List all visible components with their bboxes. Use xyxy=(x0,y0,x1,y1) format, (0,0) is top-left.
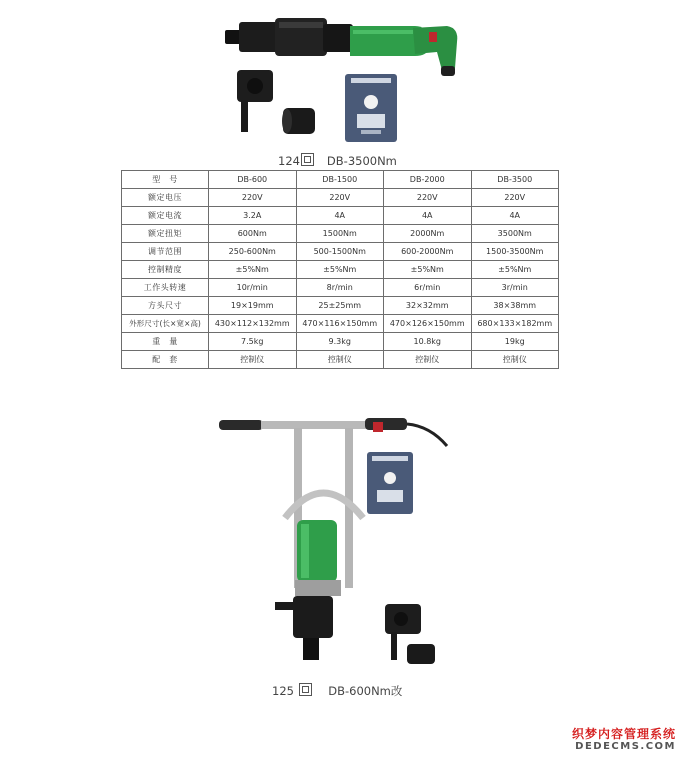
table-cell: 1500Nm xyxy=(296,225,384,243)
handlebar xyxy=(261,421,371,429)
table-cell: 控制仪 xyxy=(384,351,472,369)
table-cell: 3.2A xyxy=(209,207,297,225)
model-caption: DB-600Nm改 xyxy=(328,684,403,698)
switch xyxy=(373,422,383,432)
table-cell: 控制仪 xyxy=(471,351,559,369)
table-cell: 600Nm xyxy=(209,225,297,243)
gearbox xyxy=(293,596,333,638)
dial-knob xyxy=(384,472,396,484)
product-caption-1 xyxy=(278,152,397,168)
table-cell: 38×38mm xyxy=(471,297,559,315)
table-cell: 8r/min xyxy=(296,279,384,297)
figure-number: 125 xyxy=(272,684,294,698)
row-label: 方头尺寸 xyxy=(122,297,209,315)
row-label: 额定电流 xyxy=(122,207,209,225)
model-header: DB-3500 xyxy=(471,171,559,189)
table-cell: 470×126×150mm xyxy=(384,315,472,333)
reaction-ring xyxy=(323,24,353,52)
row-label: 外形尺寸(长×宽×高) xyxy=(122,315,209,333)
table-row xyxy=(122,297,559,315)
table-cell: 4A xyxy=(384,207,472,225)
table-row xyxy=(122,189,559,207)
socket xyxy=(407,644,435,664)
gear-head xyxy=(239,22,279,52)
table-cell: 220V xyxy=(296,189,384,207)
table-row xyxy=(122,315,559,333)
table-row xyxy=(122,333,559,351)
table-cell: 250-600Nm xyxy=(209,243,297,261)
table-cell: 470×116×150mm xyxy=(296,315,384,333)
table-row xyxy=(122,225,559,243)
table-cell: 19×19mm xyxy=(209,297,297,315)
row-label: 调节范围 xyxy=(122,243,209,261)
table-cell: 19kg xyxy=(471,333,559,351)
table-cell: 680×133×182mm xyxy=(471,315,559,333)
table-cell: 4A xyxy=(471,207,559,225)
table-cell: 220V xyxy=(384,189,472,207)
table-cell: 600-2000Nm xyxy=(384,243,472,261)
square-drive xyxy=(303,638,319,660)
power-cable xyxy=(407,424,447,446)
figure-box-icon xyxy=(301,153,314,166)
model-header: DB-1500 xyxy=(296,171,384,189)
product-caption-2 xyxy=(272,682,402,699)
model-caption: DB-3500Nm xyxy=(326,154,397,168)
row-label: 额定扭矩 xyxy=(122,225,209,243)
dial-knob xyxy=(364,95,378,109)
left-grip xyxy=(219,420,263,430)
table-cell: 10.8kg xyxy=(384,333,472,351)
torque-wrench-illustration xyxy=(215,8,465,148)
product-image-db600 xyxy=(215,408,465,683)
table-cell: 3500Nm xyxy=(471,225,559,243)
table-cell: 6r/min xyxy=(384,279,472,297)
model-header: DB-600 xyxy=(209,171,297,189)
table-cell: ±5%Nm xyxy=(296,261,384,279)
table-row xyxy=(122,243,559,261)
table-cell: 430×112×132mm xyxy=(209,315,297,333)
table-cell: 2000Nm xyxy=(384,225,472,243)
spec-table xyxy=(121,170,559,369)
table-cell: ±5%Nm xyxy=(471,261,559,279)
table-cell: 3r/min xyxy=(471,279,559,297)
trigger-switch xyxy=(429,32,437,42)
model-header: DB-2000 xyxy=(384,171,472,189)
watermark-title: 织梦内容管理系统 xyxy=(571,727,676,741)
row-label: 额定电压 xyxy=(122,189,209,207)
table-row xyxy=(122,279,559,297)
table-cell: 控制仪 xyxy=(209,351,297,369)
product-image-db3500 xyxy=(215,8,465,148)
table-row xyxy=(122,207,559,225)
table-cell: 500-1500Nm xyxy=(296,243,384,261)
table-cell: 220V xyxy=(471,189,559,207)
table-cell: 32×32mm xyxy=(384,297,472,315)
table-header-row xyxy=(122,171,559,189)
row-label: 工作头转速 xyxy=(122,279,209,297)
figure-number: 124 xyxy=(278,154,300,168)
table-cell: 10r/min xyxy=(209,279,297,297)
table-cell: 9.3kg xyxy=(296,333,384,351)
watermark-url: DEDECMS.COM xyxy=(575,741,676,752)
table-row xyxy=(122,261,559,279)
table-cell: 220V xyxy=(209,189,297,207)
table-cell: 1500-3500Nm xyxy=(471,243,559,261)
table-cell: 25±25mm xyxy=(296,297,384,315)
right-grip xyxy=(365,418,407,430)
row-label: 控制精度 xyxy=(122,261,209,279)
torque-wrench-frame-illustration xyxy=(215,408,465,683)
header-label: 型 号 xyxy=(122,171,209,189)
table-cell: ±5%Nm xyxy=(209,261,297,279)
figure-box-icon xyxy=(299,683,312,696)
table-cell: 控制仪 xyxy=(296,351,384,369)
row-label: 配 套 xyxy=(122,351,209,369)
table-row xyxy=(122,351,559,369)
table-cell: ±5%Nm xyxy=(384,261,472,279)
table-cell: 7.5kg xyxy=(209,333,297,351)
row-label: 重 量 xyxy=(122,333,209,351)
table-cell: 4A xyxy=(296,207,384,225)
